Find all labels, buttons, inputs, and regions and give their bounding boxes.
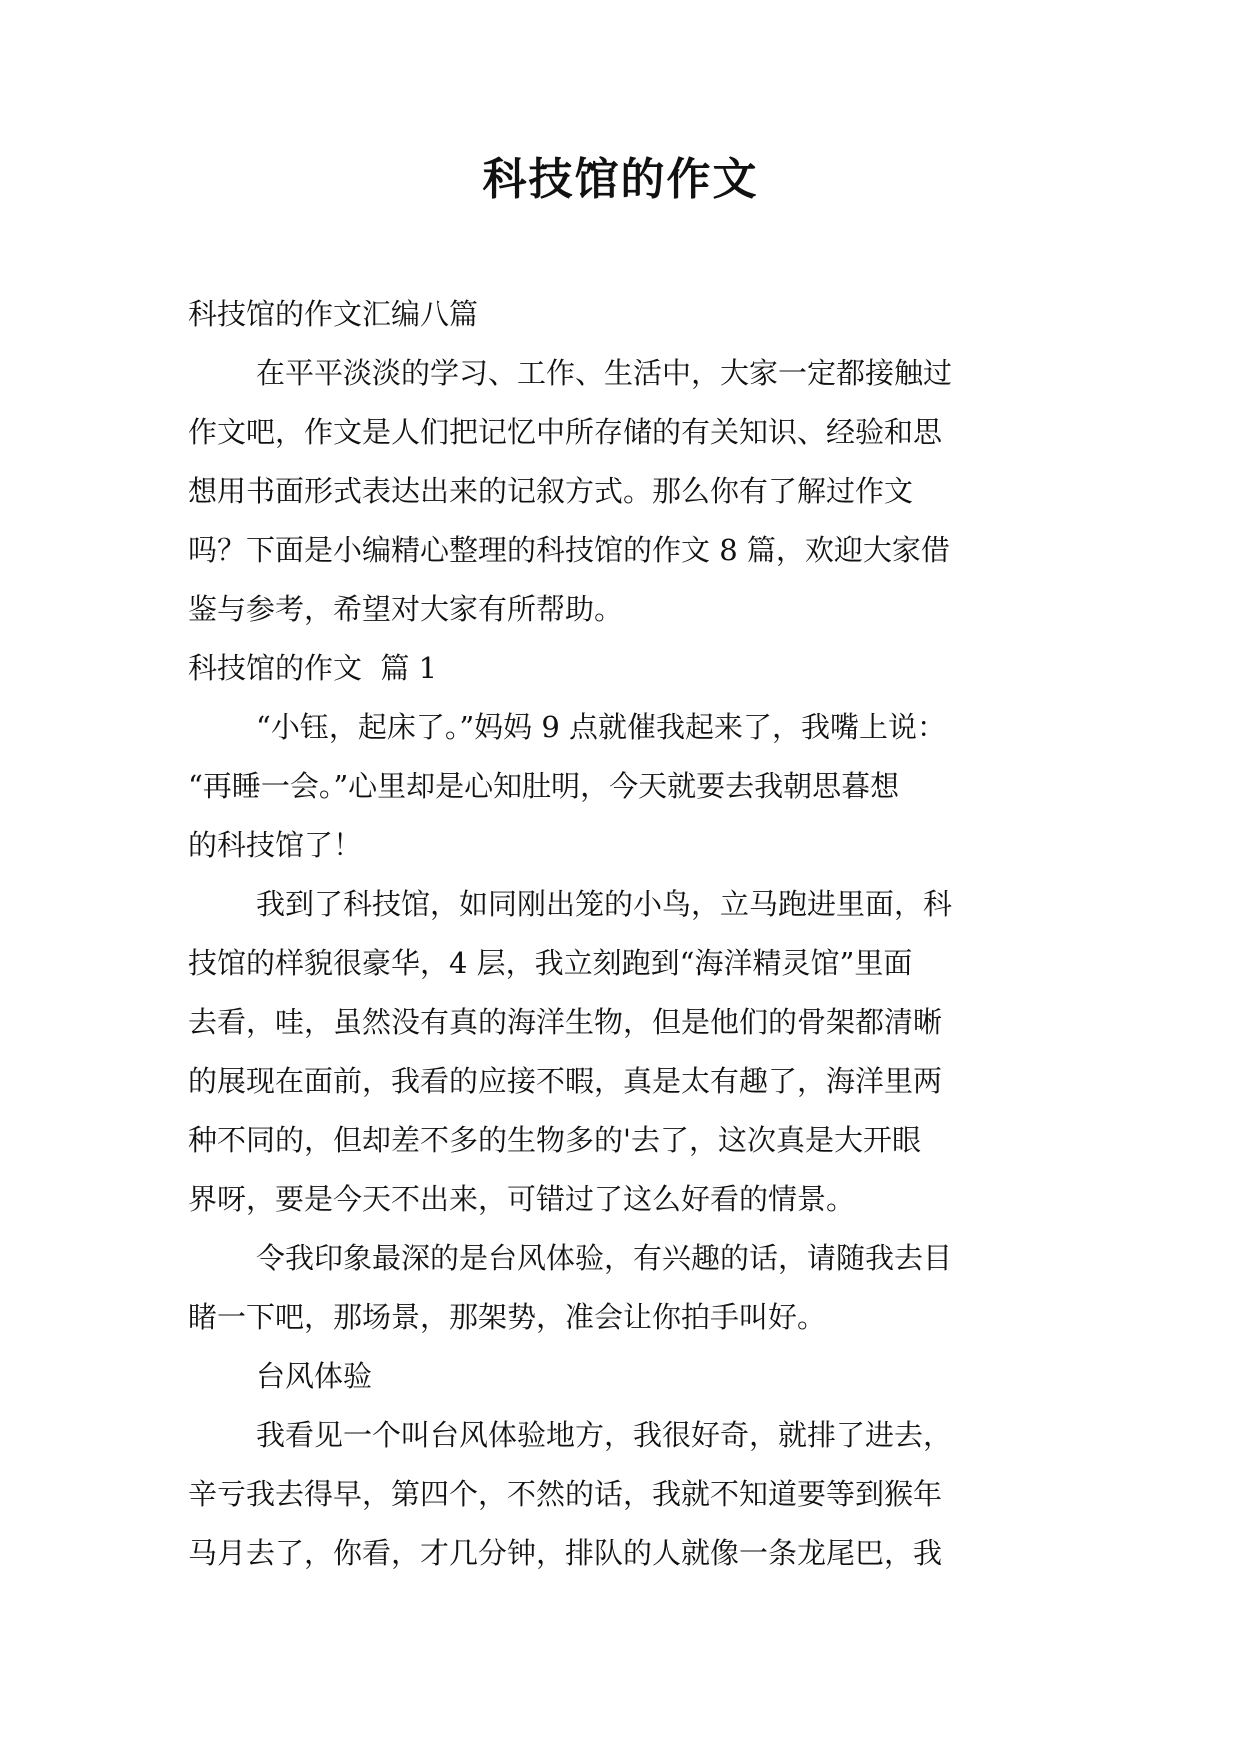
text-line: 令我印象最深的是台风体验，有兴趣的话，请随我去目 <box>256 1241 953 1275</box>
text-line: 吗？下面是小编精心整理的科技馆的作文 8 篇，欢迎大家借 <box>188 533 950 567</box>
text-line: 科技馆的作文汇编八篇 <box>188 297 479 331</box>
text-line: 的展现在面前，我看的应接不暇，真是太有趣了，海洋里两 <box>188 1064 943 1098</box>
text-line: 马月去了，你看，才几分钟，排队的人就像一条龙尾巴，我 <box>188 1536 943 1570</box>
text-line: 我到了科技馆，如同刚出笼的小鸟，立马跑进里面，科 <box>256 887 953 921</box>
text-line: 想用书面形式表达出来的记叙方式。那么你有了解过作文 <box>188 474 914 508</box>
text-line: 睹一下吧，那场景，那架势，准会让你拍手叫好。 <box>188 1300 827 1334</box>
text-line: 鉴与参考，希望对大家有所帮助。 <box>188 592 624 626</box>
text-line: 在平平淡淡的学习、工作、生活中，大家一定都接触过 <box>256 356 953 390</box>
text-line: 辛亏我去得早，第四个，不然的话，我就不知道要等到猴年 <box>188 1477 943 1511</box>
document-title: 科技馆的作文 <box>482 154 759 205</box>
document-body <box>188 285 1068 1583</box>
text-line: 界呀，要是今天不出来，可错过了这么好看的情景。 <box>188 1182 856 1216</box>
section-heading: 科技馆的作文 篇 1 <box>188 651 438 685</box>
text-line: 去看，哇，虽然没有真的海洋生物，但是他们的骨架都清晰 <box>188 1005 943 1039</box>
text-line: “再睡一会。”心里却是心知肚明，今天就要去我朝思暮想 <box>188 769 900 803</box>
text-line: 技馆的样貌很豪华，4 层，我立刻跑到“海洋精灵馆”里面 <box>188 946 913 980</box>
text-line: 我看见一个叫台风体验地方，我很好奇，就排了进去， <box>256 1418 953 1452</box>
text-line: “小钰，起床了。”妈妈 9 点就催我起来了，我嘴上说： <box>256 710 947 744</box>
text-line: 作文吧，作文是人们把记忆中所存储的有关知识、经验和思 <box>188 415 943 449</box>
text-line: 种不同的，但却差不多的生物多的'去了，这次真是大开眼 <box>188 1123 921 1157</box>
text-line: 的科技馆了！ <box>188 828 363 862</box>
subheading: 台风体验 <box>256 1359 373 1393</box>
